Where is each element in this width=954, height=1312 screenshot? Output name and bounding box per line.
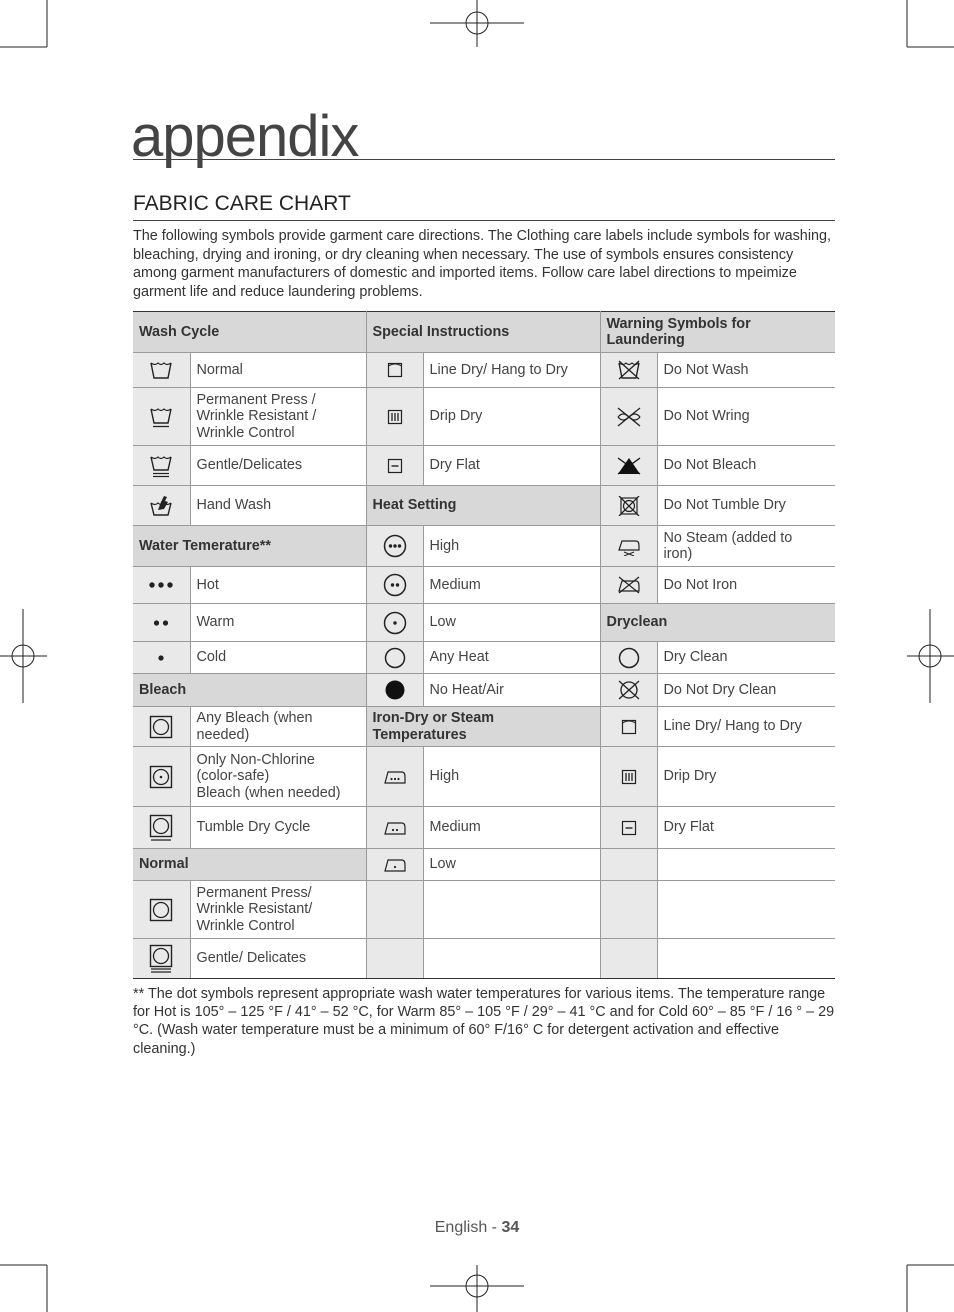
heat-medium-label: Medium [423, 567, 600, 604]
empty-cell [657, 881, 835, 939]
footnote: ** The dot symbols represent appropriate wash water temperatures for various items. The temperature range for Hot is 105° – 125 °F / 41° – 52 °C, for Warm 85° – 105 °F / 29° – 41 °C and for Cold 60° – 85 °F / 16 ° – 29 °C. (Wash water temperature must be a minimum of 60° F/16° C for detergent activation and effective cleaning.) [133, 986, 835, 1057]
table-row [133, 353, 835, 388]
empty-cell [366, 881, 423, 939]
drip-dry-icon [366, 388, 423, 446]
no-heat-label: No Heat/Air [423, 674, 600, 707]
iron-medium-icon [366, 807, 423, 849]
water-temperature-header: Water Temerature** [133, 526, 366, 567]
dry-flat-label-2: Dry Flat [657, 807, 835, 849]
table-row [133, 312, 835, 353]
table-row [133, 526, 835, 567]
any-bleach-icon [133, 707, 190, 747]
title-rule [133, 159, 835, 160]
heat-medium-icon [366, 567, 423, 604]
table-row [133, 567, 835, 604]
do-not-tumble-dry-label: Do Not Tumble Dry [657, 486, 835, 526]
heat-low-icon [366, 604, 423, 642]
do-not-wring-label: Do Not Wring [657, 388, 835, 446]
registration-mark-top [430, 0, 524, 47]
page-footer [0, 1219, 954, 1237]
wash-tub-icon [133, 353, 190, 388]
do-not-dry-clean-label: Do Not Dry Clean [657, 674, 835, 707]
wash-permanent-press-label: Permanent Press / Wrinkle Resistant / Wrinkle Control [190, 388, 366, 446]
section-heading: FABRIC CARE CHART [133, 192, 351, 215]
table-row [133, 881, 835, 939]
dry-clean-icon [600, 642, 657, 674]
line-dry-label-2: Line Dry/ Hang to Dry [657, 707, 835, 747]
line-dry-icon [600, 707, 657, 747]
heat-high-icon [366, 526, 423, 567]
table-row [133, 807, 835, 849]
table-row [133, 388, 835, 446]
cold-dot-icon [133, 642, 190, 674]
drip-dry-label: Drip Dry [423, 388, 600, 446]
empty-cell [657, 939, 835, 979]
tumble-permanent-press-label: Permanent Press/ Wrinkle Resistant/ Wrinkle Control [190, 881, 366, 939]
table-row [133, 486, 835, 526]
any-bleach-label: Any Bleach (when needed) [190, 707, 366, 747]
table-row [133, 747, 835, 807]
line-dry-icon [366, 353, 423, 388]
no-steam-icon [600, 526, 657, 567]
table-row [133, 939, 835, 979]
no-heat-icon [366, 674, 423, 707]
any-heat-label: Any Heat [423, 642, 600, 674]
page-number: 34 [501, 1219, 520, 1236]
do-not-wash-label: Do Not Wash [657, 353, 835, 388]
dry-flat-label: Dry Flat [423, 446, 600, 486]
do-not-wring-icon [600, 388, 657, 446]
non-chlorine-bleach-label: Only Non-Chlorine (color-safe) Bleach (when needed) [190, 747, 366, 807]
page-title: appendix [131, 104, 359, 169]
registration-mark-left [0, 609, 47, 703]
iron-high-label: High [423, 747, 600, 807]
tumble-gentle-label: Gentle/ Delicates [190, 939, 366, 979]
dryclean-header: Dryclean [600, 604, 835, 642]
hand-wash-icon [133, 486, 190, 526]
tumble-permanent-press-icon [133, 881, 190, 939]
hot-label: Hot [190, 567, 366, 604]
tumble-gentle-icon [133, 939, 190, 979]
header-special-instructions: Special Instructions [366, 312, 600, 353]
hand-wash-label: Hand Wash [190, 486, 366, 526]
iron-temperatures-header: Iron-Dry or Steam Temperatures [366, 707, 600, 747]
empty-cell [600, 849, 657, 881]
registration-mark-bottom [430, 1265, 524, 1312]
wash-permanent-press-icon [133, 388, 190, 446]
empty-cell [366, 939, 423, 979]
table-row [133, 642, 835, 674]
empty-cell [423, 939, 600, 979]
fabric-care-table [133, 311, 835, 979]
warm-dots-icon [133, 604, 190, 642]
cold-label: Cold [190, 642, 366, 674]
normal-header: Normal [133, 849, 366, 881]
table-row [133, 604, 835, 642]
heading-rule [133, 220, 835, 221]
no-steam-label: No Steam (added to iron) [657, 526, 835, 567]
heat-low-label: Low [423, 604, 600, 642]
do-not-wash-icon [600, 353, 657, 388]
dry-clean-label: Dry Clean [657, 642, 835, 674]
dry-flat-icon [600, 807, 657, 849]
intro-paragraph: The following symbols provide garment care directions. The Clothing care labels include symbols for washing, bleaching, drying and ironing, or dry cleaning when necessary. The use of symbols ensures consistency among garment manufacturers of domestic and imported items. Follow care label directions to mpeimize garment life and reduce laundering problems. [133, 228, 832, 300]
iron-low-icon [366, 849, 423, 881]
empty-cell [423, 881, 600, 939]
non-chlorine-bleach-icon [133, 747, 190, 807]
iron-high-icon [366, 747, 423, 807]
wash-normal-label: Normal [190, 353, 366, 388]
do-not-dry-clean-icon [600, 674, 657, 707]
do-not-tumble-dry-icon [600, 486, 657, 526]
header-wash-cycle: Wash Cycle [133, 312, 366, 353]
empty-cell [657, 849, 835, 881]
table-row [133, 849, 835, 881]
drip-dry-icon [600, 747, 657, 807]
line-dry-label: Line Dry/ Hang to Dry [423, 353, 600, 388]
iron-medium-label: Medium [423, 807, 600, 849]
do-not-iron-icon [600, 567, 657, 604]
dry-flat-icon [366, 446, 423, 486]
header-warning-symbols: Warning Symbols for Laundering [600, 312, 835, 353]
empty-cell [600, 939, 657, 979]
registration-mark-right [907, 609, 954, 703]
table-row [133, 446, 835, 486]
drip-dry-label-2: Drip Dry [657, 747, 835, 807]
iron-low-label: Low [423, 849, 600, 881]
footer-language: English - [434, 1219, 502, 1236]
hot-dots-icon [133, 567, 190, 604]
do-not-bleach-label: Do Not Bleach [657, 446, 835, 486]
tumble-dry-label: Tumble Dry Cycle [190, 807, 366, 849]
tumble-dry-icon [133, 807, 190, 849]
table-row [133, 707, 835, 747]
bleach-header: Bleach [133, 674, 366, 707]
heat-high-label: High [423, 526, 600, 567]
empty-cell [600, 881, 657, 939]
wash-gentle-label: Gentle/Delicates [190, 446, 366, 486]
any-heat-icon [366, 642, 423, 674]
wash-gentle-icon [133, 446, 190, 486]
warm-label: Warm [190, 604, 366, 642]
heat-setting-header: Heat Setting [366, 486, 600, 526]
table-row [133, 674, 835, 707]
do-not-bleach-icon [600, 446, 657, 486]
do-not-iron-label: Do Not Iron [657, 567, 835, 604]
